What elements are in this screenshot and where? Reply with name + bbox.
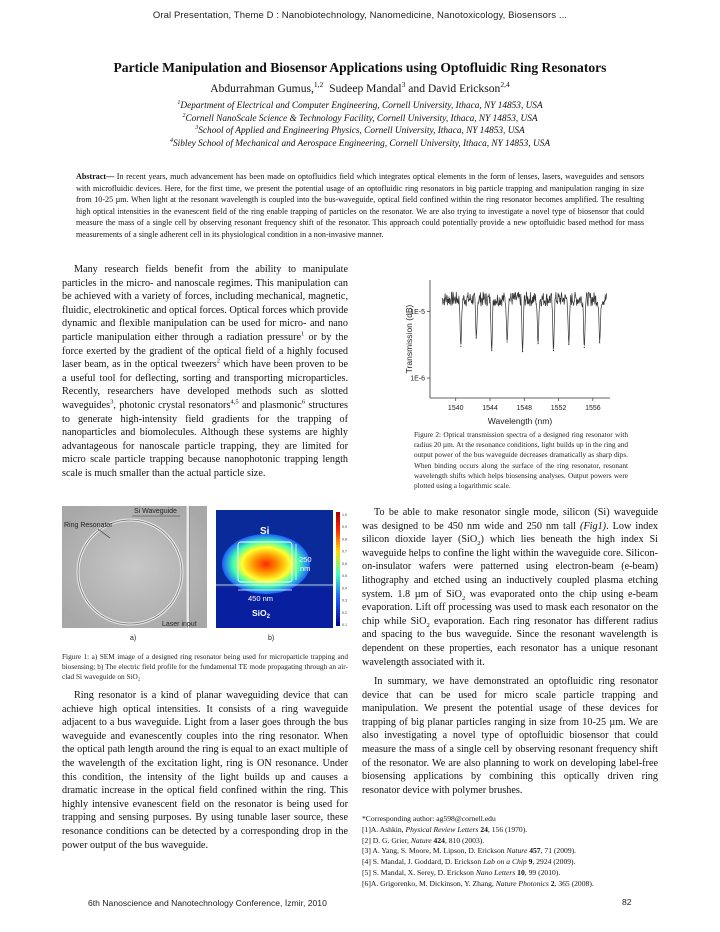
colorbar-tick-label: 0.8 — [342, 537, 347, 542]
y-tick-label: 1E-6 — [410, 375, 425, 383]
text-run: and plasmonic — [238, 399, 302, 411]
text-run: To be able to make resonator single mode, silicon (Si) waveguide was designed to be 450 nm wide and 250 nm tall — [362, 507, 658, 532]
x-tick-label: 1548 — [516, 405, 533, 412]
author-2-affil: 3 — [401, 80, 406, 90]
resonance-dip-point — [537, 343, 538, 344]
reference-post: , 71 (2009). — [540, 846, 577, 856]
text-run: ) which lies beneath the high index Si waveguide helps to confine the light within the waveguide core. Silicon-on-insulator wafers were patterned using electron-beam (e-beam) lithography and etched using an inductively coupled plasma etching system. 1.8 µm of SiO — [362, 534, 658, 600]
reference-pre: [2] D. G. Grier, — [362, 835, 411, 845]
reference-post: , 99 (2010). — [524, 867, 561, 877]
citation: 4,5 — [230, 398, 239, 406]
ring-resonator-paragraph — [62, 689, 348, 852]
x-tick-label: 1540 — [447, 405, 464, 412]
dim-450-label: 450 nm — [248, 594, 274, 603]
paragraph-text: In summary, we have demonstrated an optofluidic ring resonator device that can be used for micro scale particle trapping and manipulation. We present the potential usage of these devices for trapping of big planar particles ranging in size from 10-25 µm. We are also investigating a novel type of optofluidic biosensor that could measure the mass of a single cell by observing resonant frequency shift of the resonator. We are also planning to work on developing label-free biosensing applications by combining this optically driven ring resonator device with polymer brushes. — [362, 676, 658, 796]
transmission-series-line — [442, 292, 607, 352]
colorbar-tick-label: 0.9 — [342, 525, 347, 530]
text-run: which have been proven to be a useful tool for deflecting, sorting and transporting microparticles. Recently, researchers have developed methods such as slotted waveguides — [62, 359, 348, 411]
abstract-text: In recent years, much advancement has been made on optofluidics field which integrates optical elements in the form of lenses, lasers, waveguides and sensors with microfluidic devices. Here, for the first time, we present the potential usage of an optofluidic ring resonators in big particle trapping and manipulation ranging in size from 10-25 µm. When light at the resonant wavelength is coupled into the bus-waveguide, optical field confined within the ring resonator becomes amplified. The resulting high optical intensities in the evanescent field of the ring enable trapping of particles on the resonator. We are also trying to investigate a novel type of biosensor that could measure the mass of a single cell by observing resonant frequency shift of the resonator. This approach could potentially provide a new optofluidic based method for mass measurements of a single adherent cell in its physiological condition in a non-invasive manner. — [76, 172, 644, 239]
colorbar-tick-label: 0.1 — [342, 623, 347, 627]
affil-marker: 1 — [177, 99, 181, 106]
reference-journal: Physical Review Letters — [405, 824, 479, 834]
substrate-region — [216, 588, 333, 628]
resonance-dips — [460, 337, 600, 352]
affiliation-1 — [40, 100, 680, 113]
reference-vol: 424 — [431, 835, 445, 845]
reference-journal: Nature — [410, 835, 432, 845]
x-tick-label: 1544 — [482, 405, 498, 412]
conference-footer: 6th Nanoscience and Nanotechnology Conference, İzmir, 2010 — [88, 898, 327, 908]
page-number: 82 — [622, 897, 632, 907]
text-run: or by the force exerted by the gradient of the optical field of a highly focused laser beam, as in the optical tweezers — [62, 331, 348, 371]
x-axis-label: Wavelength (nm) — [487, 416, 553, 426]
subscript: 2 — [477, 540, 481, 548]
sio2-subscript: 2 — [266, 614, 270, 620]
figure-reference: (Fig1) — [580, 520, 607, 532]
colorbar-ticks — [342, 513, 347, 627]
panel-b-label: b) — [268, 635, 275, 642]
reference-pre: [5] S. Mandal, X. Serey, D. Erickson — [362, 867, 476, 877]
author-line — [40, 82, 680, 95]
reference-vol: 10 — [515, 867, 525, 877]
reference-journal: Nature Photonics — [495, 878, 549, 888]
reference-vol: 9 — [526, 857, 533, 867]
reference-vol: 24 — [478, 824, 488, 834]
colorbar-tick-label: 0.6 — [342, 561, 347, 566]
sem-panel — [62, 506, 207, 642]
figure-2-caption: Figure 2: Optical transmission spectra of a designed ring resonator with radius 20 µm. At the resonance conditions, light builds up in the ring and output power of the bus waveguide decreases dramatically as sharp dips. When binding occurs along the surface of the ring resonator, resonant wavelength shifts which helps biosensing analyses. Output powers were plotted using a logarithmic scale. — [414, 430, 628, 491]
figure-2-chart — [400, 278, 625, 430]
paragraph-text: Ring resonator is a kind of planar waveguiding device that can achieve high optical intensities. It consists of a ring waveguide adjacent to a bus waveguide. Light from a laser goes through the bus waveguide and evanescently couples into the ring resonator. When the optical path length around the ring is equal to an exact multiple of the wavelength of the excitation light, ring is ON resonance. Under this condition, the intensity of the light builds up and causes a dramatic increase in the optical field confined within the ring. This highly intensive evanescent field on the resonator is being used for trapping and sensing purposes. By using tunable laser source, these resonance conditions can be detected by a corresponding drop in the power output of the bus waveguide. — [62, 690, 348, 851]
laser-input-label: Laser input — [162, 621, 197, 628]
resonance-dip-point — [522, 351, 523, 352]
reference-item — [362, 868, 662, 879]
reference-item — [362, 836, 662, 847]
references-block — [362, 814, 662, 890]
running-header: Oral Presentation, Theme D : Nanobiotechnology, Nanomedicine, Nanotoxicology, Biosensors ... — [152, 10, 568, 21]
affil-text: Sibley School of Mechanical and Aerospace Engineering, Cornell University, Ithaca, NY 14853, USA — [173, 138, 550, 149]
reference-pre: [6]A. Grigorenko, M. Dickinson, Y. Zhang, — [362, 878, 496, 888]
x-tick-label: 1552 — [550, 405, 567, 412]
reference-list — [362, 825, 662, 890]
si-waveguide-label: Si Waveguide — [134, 508, 177, 515]
affiliation-4 — [40, 138, 680, 151]
reference-vol: 457 — [527, 846, 541, 856]
reference-item — [362, 857, 662, 868]
colorbar-tick-label: 0.2 — [342, 610, 347, 615]
colorbar-tick-label: 0.5 — [342, 574, 347, 579]
affiliation-3 — [40, 125, 680, 138]
figure-1 — [62, 506, 352, 648]
x-tick-label: 1556 — [585, 405, 601, 412]
affil-marker: 4 — [170, 137, 174, 144]
author-1: Abdurrahman Gumus, — [210, 82, 314, 95]
corresponding-author: *Corresponding author: ag598@cornell.edu — [362, 814, 496, 823]
reference-pre: [3] A. Yang, S. Moore, M. Lipson, D. Erickson — [362, 846, 507, 856]
affiliation-2 — [40, 113, 680, 126]
resonance-dip-point — [568, 344, 569, 345]
panel-a-label: a) — [130, 635, 137, 642]
text-run: Many research fields benefit from the ability to manipulate particles in the micro- and nanoscale regimes. This manipulation can be achieved with a variety of forces, including mechanical, magnetic, fluidic, electrokinetic and optical forces. Optical forces which provide dynamic and flexible manipulation can be used for micro- and nano particle manipulation either through a radiation pressure — [62, 264, 348, 343]
reference-journal: Lab on a Chip — [483, 857, 527, 867]
resonance-dip-point — [460, 346, 461, 347]
affil-text: School of Applied and Engineering Physics, Cornell University, Ithaca, NY 14853, USA — [198, 126, 525, 137]
figure-1-caption: Figure 1: a) SEM image of a designed ring resonator being used for microparticle trapping and biosensing; b) The electric field profile for the fundamental TE mode propagating through an air-clad Si waveguide on SiO₂ — [62, 652, 348, 682]
reference-post: , 365 (2008). — [554, 878, 594, 888]
reference-item — [362, 825, 662, 836]
affil-marker: 2 — [182, 112, 186, 119]
resonance-dip-point — [584, 347, 585, 348]
summary-paragraph — [362, 675, 658, 797]
colorbar — [336, 512, 340, 626]
abstract-label: Abstract— — [76, 172, 115, 181]
text-run: was evaporated onto the chip using e-beam evaporation. Lift off processing was used to mask each resonator on the chip while SiO — [362, 588, 658, 627]
author-3: and David Erickson — [408, 82, 501, 95]
fabrication-paragraph — [362, 506, 658, 669]
citation: 1 — [301, 330, 305, 338]
reference-vol: 2 — [548, 878, 555, 888]
y-tick-label: 1E-5 — [410, 309, 425, 317]
y-axis-label: Transmission (dB) — [404, 304, 414, 374]
affil-marker: 3 — [195, 125, 199, 132]
colorbar-tick-label: 0.3 — [342, 598, 347, 603]
affil-text: Cornell NanoScale Science & Technology Facility, Cornell University, Ithaca, NY 14853, USA — [185, 113, 538, 124]
author-1-affil: 1,2 — [313, 80, 324, 90]
author-2: Sudeep Mandal — [329, 82, 402, 95]
ring-resonator-label: Ring Resonator — [64, 522, 113, 529]
sio2-text: SiO — [252, 608, 267, 618]
colorbar-tick-label: 1.0 — [342, 513, 347, 517]
resonance-dip-point — [491, 350, 492, 351]
reference-post: , 2924 (2009). — [532, 857, 576, 867]
x-ticks — [448, 398, 601, 412]
reference-journal: Nature — [506, 846, 528, 856]
reference-journal: Nano Letters — [475, 867, 516, 877]
reference-item — [362, 846, 662, 857]
dim-250-label: 250 — [299, 555, 312, 564]
subscript: 2 — [426, 621, 430, 629]
text-run: . Low index silicon dioxide layer (SiO — [362, 520, 658, 546]
author-3-affil: 2,4 — [500, 80, 510, 90]
affil-text: Department of Electrical and Computer Engineering, Cornell University, Ithaca, NY 14853, USA — [180, 101, 543, 111]
paper-title: Particle Manipulation and Biosensor Applications using Optofluidic Ring Resonators — [113, 60, 607, 75]
resonance-dip-point — [507, 341, 508, 342]
dim-nm-label: nm — [300, 564, 311, 573]
text-run: evaporation. Each ring resonator has different radius and spacing to the bus waveguide. Since the resonant wavelength is dependent on these properties, each resonator has a unique resonant wavelength associated with it. — [362, 615, 658, 668]
affiliations — [40, 100, 680, 150]
si-label: Si — [260, 526, 270, 537]
text-run: structures to generate high-intensity field gradients for the trapping of nanoparticles and biomolecules. Although these systems are highly advantageous for nanoscale particle trapping, they are limited for micro scale particle trapping because nanophotonic trapping length scale is much smaller than the actual particle size. — [62, 399, 348, 479]
resonance-dip-point — [599, 342, 600, 343]
citation: 2 — [216, 357, 221, 365]
reference-post: , 156 (1970). — [487, 824, 528, 834]
intro-paragraph — [62, 263, 348, 481]
subscript: 2 — [462, 594, 466, 602]
resonance-dip-point — [553, 350, 554, 351]
colorbar-tick-label: 0.4 — [342, 586, 347, 591]
field-profile-panel — [216, 510, 347, 642]
reference-post: , 810 (2003). — [444, 835, 485, 845]
resonance-dip-point — [476, 337, 477, 338]
reference-pre: [4] S. Mandal, J. Goddard, D. Erickson — [362, 857, 484, 867]
colorbar-tick-label: 0.7 — [342, 549, 347, 554]
reference-item — [362, 879, 662, 890]
citation: 3 — [110, 398, 114, 406]
text-run: , photonic crystal resonators — [113, 399, 231, 411]
citation: 6 — [301, 398, 306, 406]
reference-pre: [1]A. Ashkin, — [362, 824, 406, 834]
abstract — [76, 171, 644, 241]
